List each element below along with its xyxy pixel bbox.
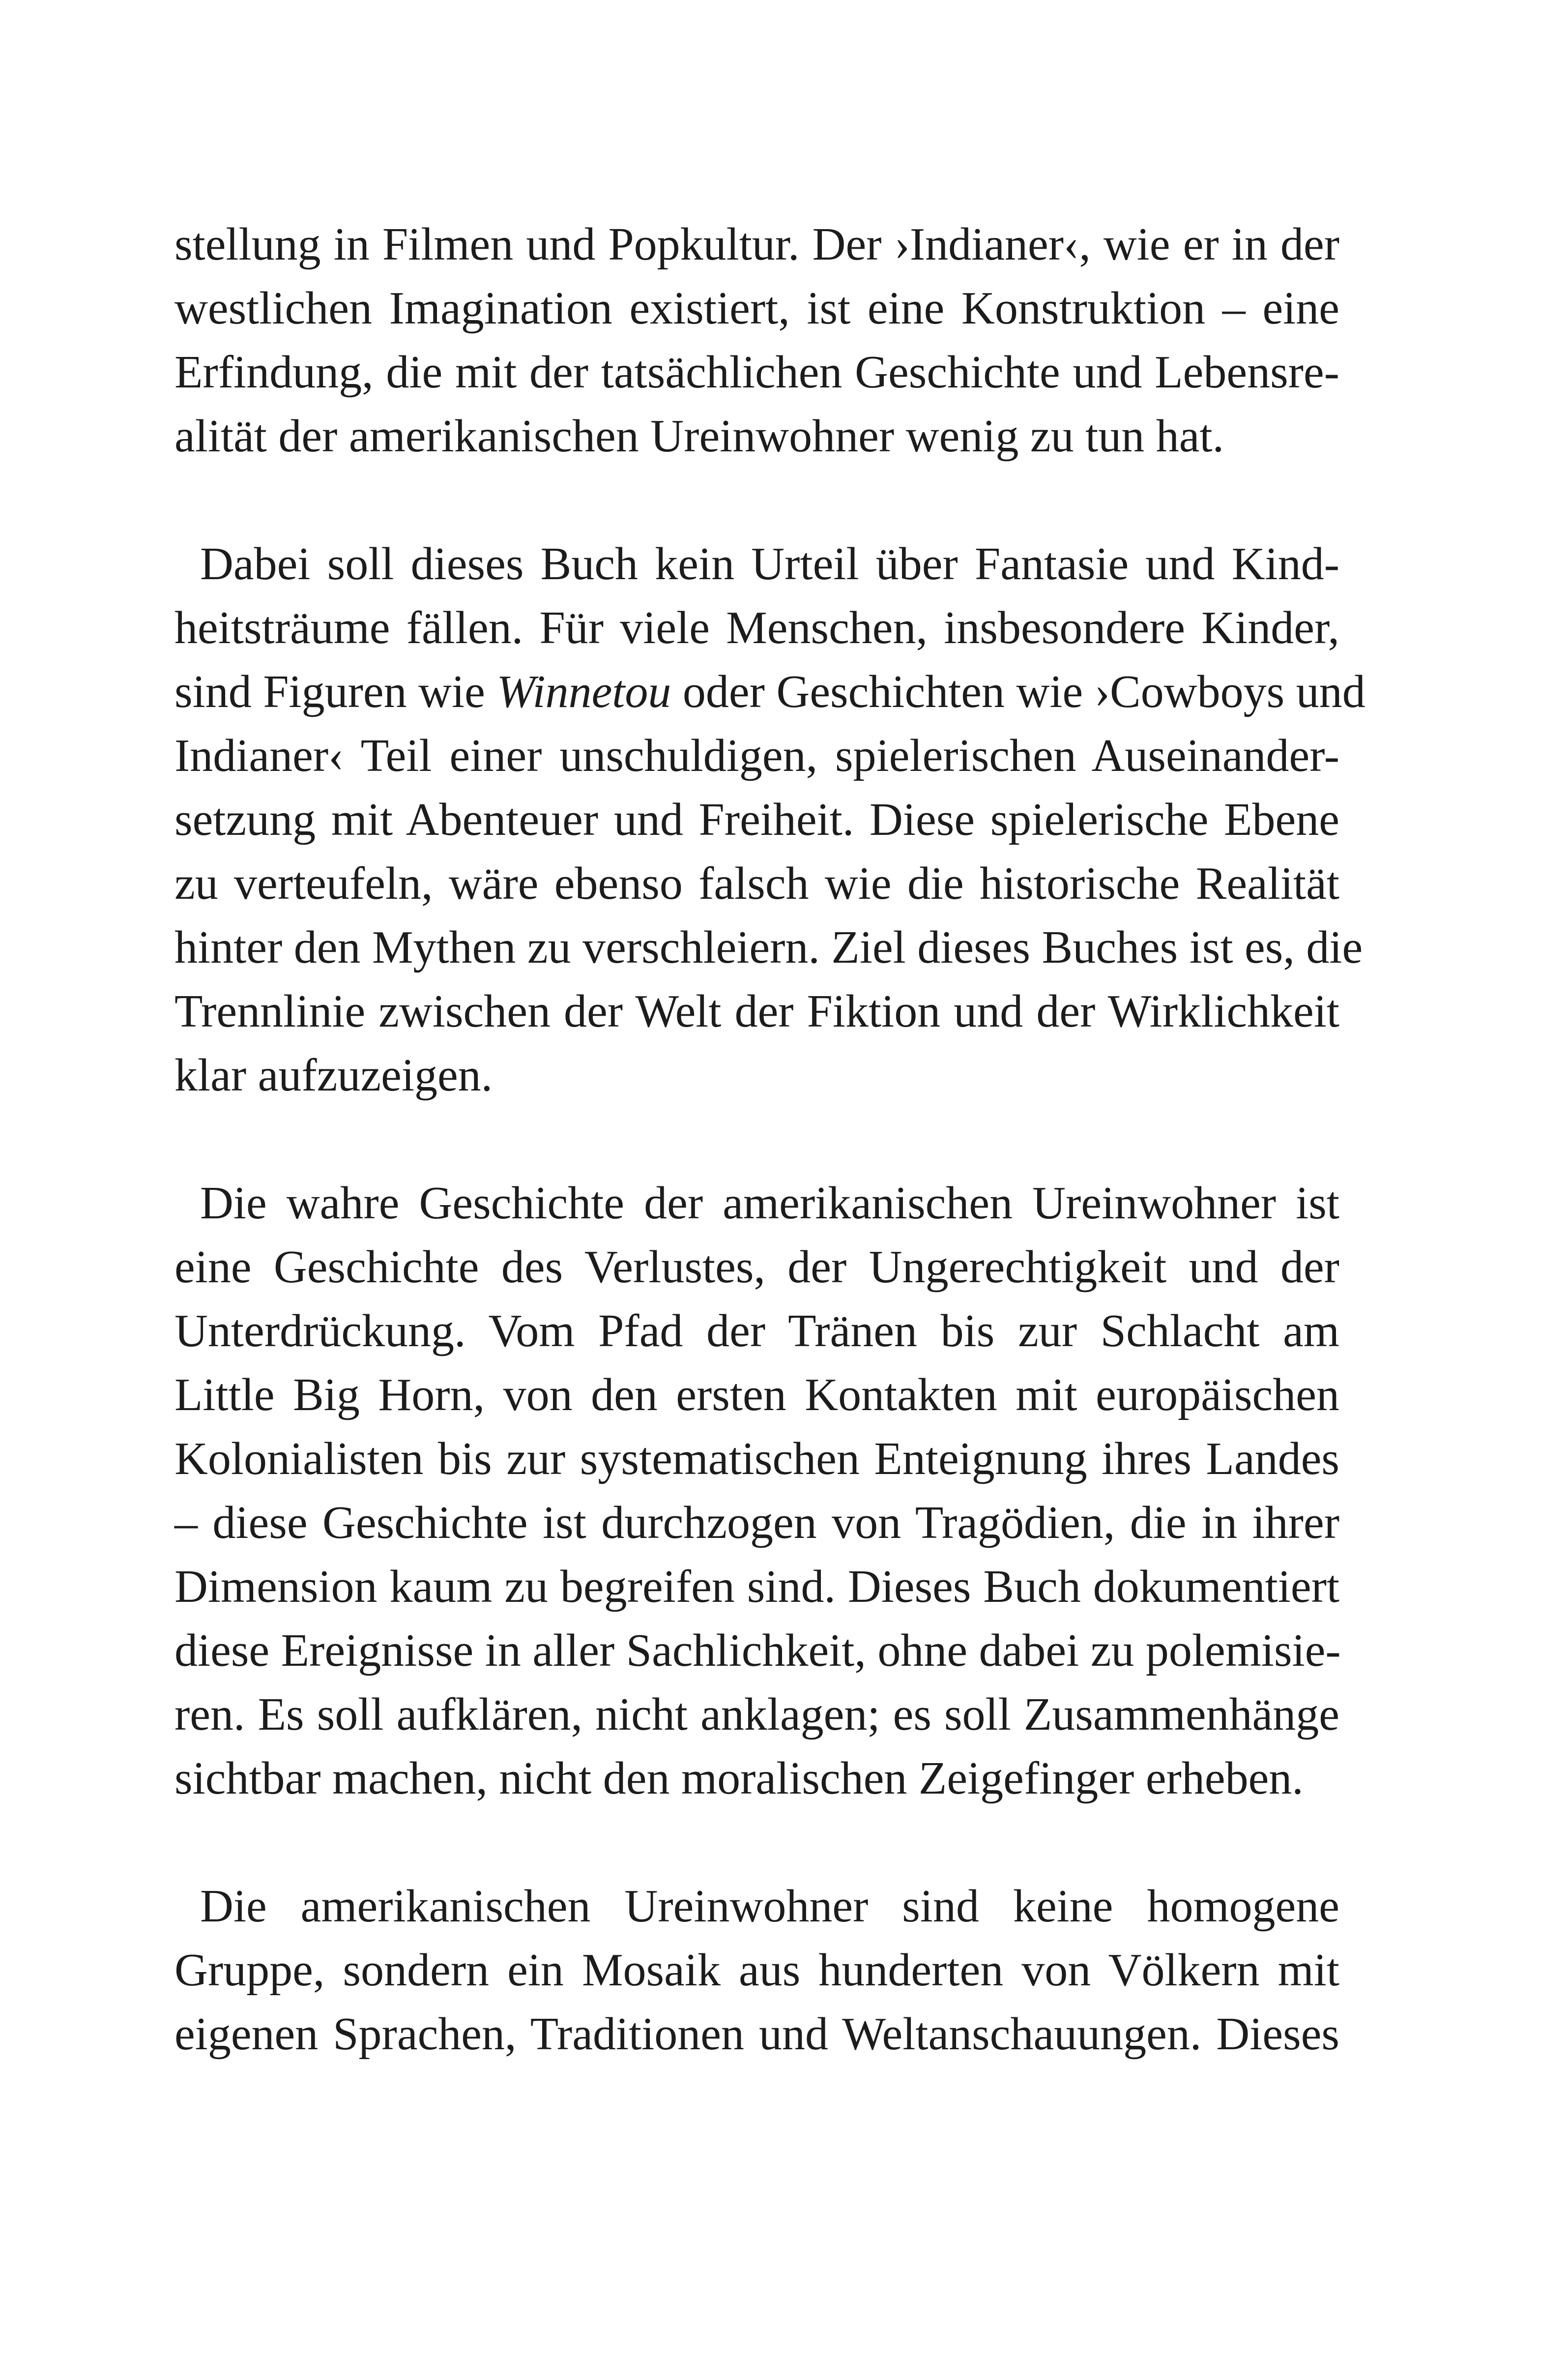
- text-line: hinter den Mythen zu verschleiern. Ziel dieses Buches ist es, die: [174, 922, 1363, 973]
- text-line: Little Big Horn, von den ersten Kontakten mit europäischen: [174, 1369, 1339, 1420]
- paragraph-4: [174, 1874, 1339, 2066]
- text-line: – diese Geschichte ist durchzogen von Tragödien, die in ihrer: [174, 1497, 1339, 1548]
- text-line: Trennlinie zwischen der Welt der Fiktion und der Wirklichkeit: [174, 986, 1339, 1037]
- text-line: heitsträume fällen. Für viele Menschen, insbesondere Kinder,: [174, 602, 1339, 653]
- text-line: stellung in Filmen und Popkultur. Der ›Indianer‹, wie er in der: [174, 219, 1339, 270]
- text-line: diese Ereignisse in aller Sachlichkeit, ohne dabei zu polemisie-: [174, 1625, 1341, 1676]
- text-line: sichtbar machen, nicht den moralischen Zeigefinger erheben.: [174, 1753, 1304, 1804]
- body-text: [174, 212, 1365, 2066]
- book-title-winnetou: Winnetou: [496, 666, 671, 717]
- text-line: eigenen Sprachen, Traditionen und Weltanschauungen. Dieses: [174, 2008, 1339, 2060]
- text-line: Unterdrückung. Vom Pfad der Tränen bis zur Schlacht am: [174, 1305, 1339, 1357]
- text-line: Kolonialisten bis zur systematischen Enteignung ihres Landes: [174, 1433, 1339, 1484]
- text-line: westlichen Imagination existiert, ist eine Konstruktion – eine: [174, 283, 1339, 334]
- paragraph-3: [174, 1171, 1339, 1810]
- text-line: alität der amerikanischen Ureinwohner wenig zu tun hat.: [174, 411, 1224, 462]
- text-line: Erfindung, die mit der tatsächlichen Geschichte und Lebensre-: [174, 347, 1339, 398]
- text-line: zu verteufeln, wäre ebenso falsch wie die historische Realität: [174, 858, 1339, 909]
- paragraph-1: [174, 212, 1339, 468]
- paragraph-2: [174, 532, 1365, 1107]
- text-fragment: sind Figuren wie: [174, 666, 497, 717]
- text-line: Gruppe, sondern ein Mosaik aus hunderten von Völkern mit: [174, 1945, 1339, 1996]
- text-line: ren. Es soll aufklären, nicht anklagen; es soll Zusammenhänge: [174, 1689, 1339, 1740]
- text-fragment: oder Geschichten wie ›Cowboys und: [671, 666, 1365, 717]
- text-line: setzung mit Abenteuer und Freiheit. Diese spielerische Ebene: [174, 794, 1339, 845]
- text-line: Dimension kaum zu begreifen sind. Dieses Buch dokumentiert: [174, 1561, 1339, 1612]
- text-line: Die wahre Geschichte der amerikanischen Ureinwohner ist: [200, 1178, 1339, 1229]
- text-line: Die amerikanischen Ureinwohner sind keine homogene: [200, 1881, 1339, 1932]
- text-line-with-title: [174, 660, 1365, 724]
- text-line: Indianer‹ Teil einer unschuldigen, spielerischen Auseinander-: [174, 730, 1339, 781]
- text-line: klar aufzuzeigen.: [174, 1050, 493, 1101]
- text-line: eine Geschichte des Verlustes, der Ungerechtigkeit und der: [174, 1241, 1339, 1293]
- text-line: Dabei soll dieses Buch kein Urteil über Fantasie und Kind-: [200, 538, 1339, 590]
